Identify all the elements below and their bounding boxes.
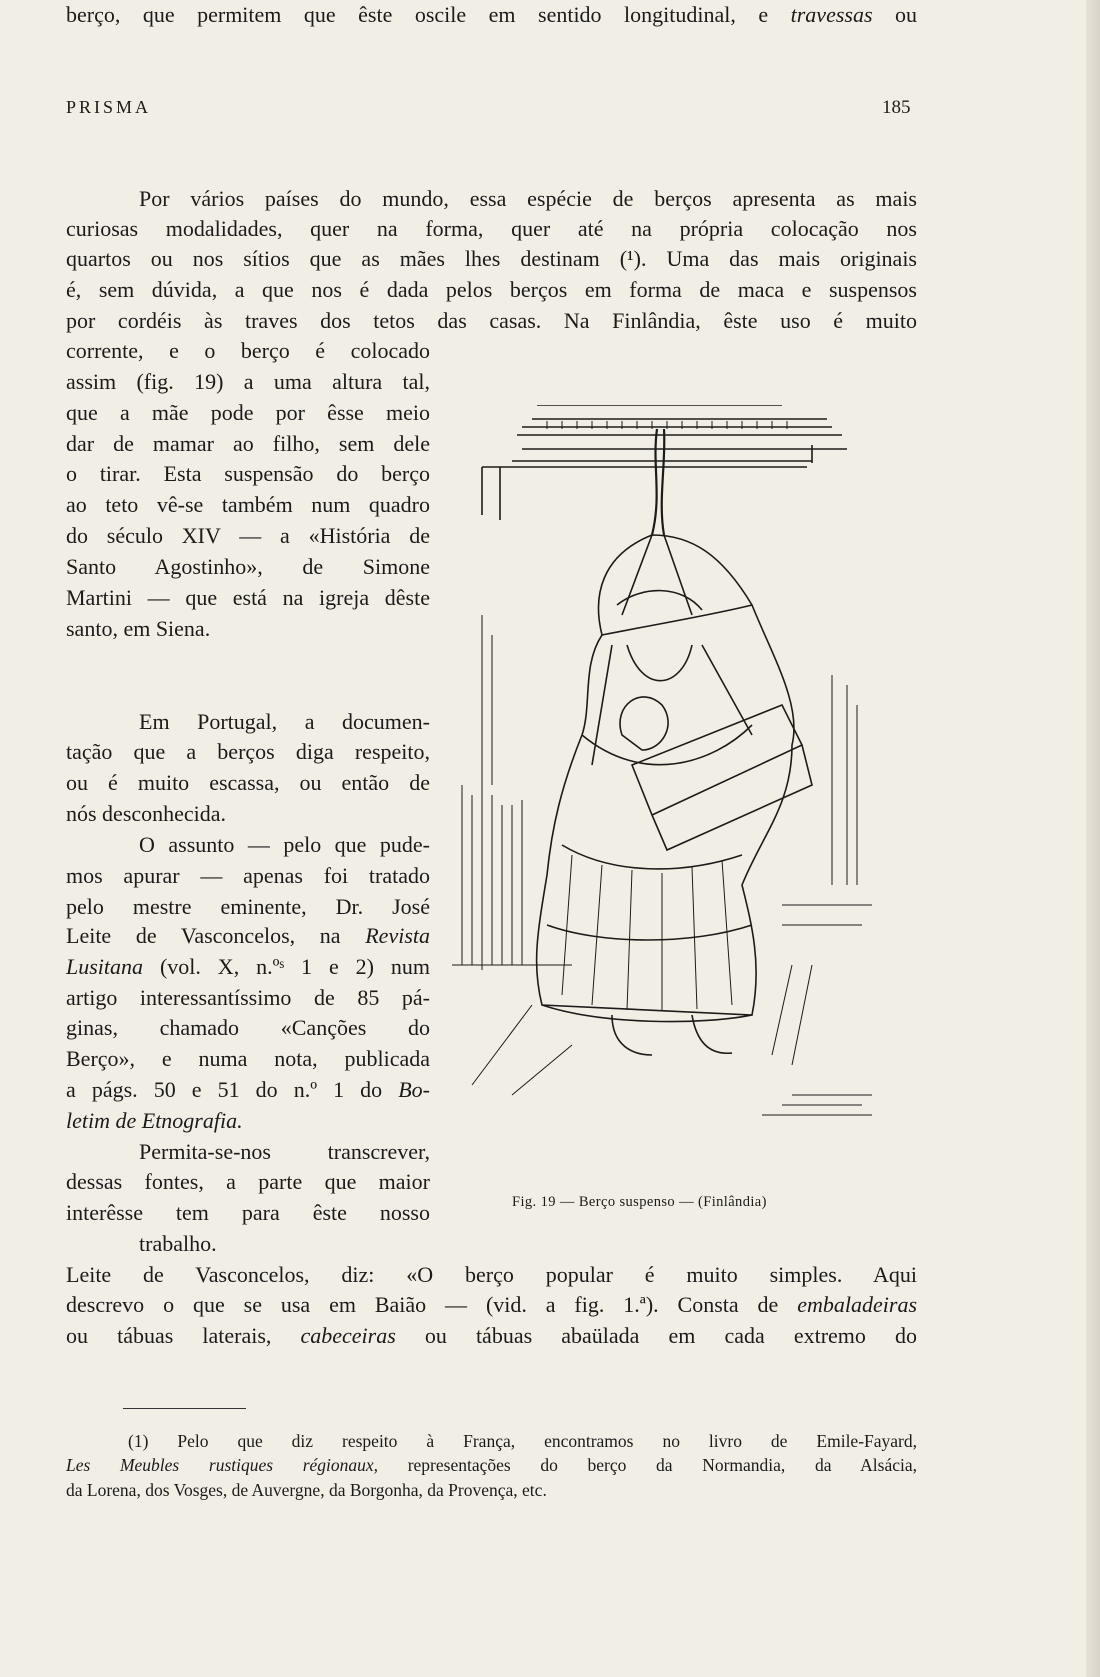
text-segment: é, sem dúvida, a que nos é dada pelos berços em forma de maca e suspensos <box>66 277 917 302</box>
text-line <box>66 1198 430 1228</box>
text-segment: trabalho. <box>139 1231 217 1256</box>
text-segment: a págs. 50 e 51 do n.º 1 do <box>66 1077 399 1102</box>
figure-illustration <box>452 405 912 1175</box>
text-segment: Permita-se-nos transcrever, <box>139 1139 430 1164</box>
text-segment: quartos ou nos sítios que as mães lhes destinam (¹). Uma das mais originais <box>66 246 917 271</box>
italic-text: cabeceiras <box>300 1323 396 1348</box>
text-line <box>66 1290 917 1320</box>
page-edge <box>1086 0 1100 1677</box>
text-segment: tação que a berços diga respeito, <box>66 739 430 764</box>
text-line <box>66 490 430 520</box>
text-segment: ou tábuas laterais, <box>66 1323 301 1348</box>
text-segment: artigo interessantíssimo de 85 pá- <box>66 985 430 1010</box>
text-segment: corrente, e o berço é colocado <box>66 338 430 363</box>
text-line <box>66 429 430 459</box>
text-segment: ou tábuas abaülada em cada extremo do <box>395 1323 917 1348</box>
text-line <box>66 244 917 274</box>
text-segment: do século XIV — a «História de <box>66 523 430 548</box>
text-segment: interêsse tem para êste nosso <box>66 1200 430 1225</box>
text-line <box>66 737 430 767</box>
text-line <box>66 768 430 798</box>
text-segment: Leite de Vasconcelos, diz: «O berço popular é muito simples. Aqui <box>66 1262 917 1287</box>
text-line <box>66 336 430 366</box>
text-line <box>66 1106 243 1136</box>
text-line <box>66 614 210 644</box>
italic-text: letim de Etnografia. <box>66 1108 243 1133</box>
text-line <box>66 952 430 982</box>
text-segment: representações do berço da Normandia, da Alsácia, <box>378 1455 917 1475</box>
text-line <box>66 398 430 428</box>
text-line <box>139 1137 430 1167</box>
italic-text: travessas <box>790 2 873 27</box>
background-walls <box>452 615 872 1115</box>
text-line <box>66 861 430 891</box>
text-segment: nós desconhecida. <box>66 801 227 826</box>
italic-text: Lusitana <box>66 954 144 979</box>
text-line <box>66 459 430 489</box>
italic-text: Bo- <box>398 1077 430 1102</box>
text-segment: pelo mestre eminente, Dr. José <box>66 894 430 919</box>
italic-text: Revista <box>365 923 430 948</box>
text-segment: Por vários países do mundo, essa espécie de berços apresenta as mais <box>139 186 917 211</box>
text-segment: por cordéis às traves dos tetos das casas. Na Finlândia, êste uso é muito <box>66 308 917 333</box>
text-segment: dar de mamar ao filho, sem dele <box>66 431 430 456</box>
text-line <box>66 1167 430 1197</box>
text-segment: Martini — que está na igreja dêste <box>66 585 430 610</box>
text-segment: mos apurar — apenas foi tratado <box>66 863 430 888</box>
text-line <box>139 1229 217 1259</box>
text-line <box>66 1013 430 1043</box>
text-line <box>66 306 917 336</box>
text-segment: (vol. X, n.ºˢ 1 e 2) num <box>143 954 430 979</box>
text-line <box>66 1321 917 1351</box>
text-segment: ou é muito escassa, ou então de <box>66 770 430 795</box>
rope <box>592 429 752 765</box>
text-segment: assim (fig. 19) a uma altura tal, <box>66 369 430 394</box>
text-line <box>66 583 430 613</box>
text-segment: Em Portugal, a documen- <box>139 709 430 734</box>
text-segment: curiosas modalidades, quer na forma, quer até na própria colocação nos <box>66 216 917 241</box>
text-segment: Berço», e numa nota, publicada <box>66 1046 430 1071</box>
footnote-line <box>66 1478 547 1502</box>
text-segment: o tirar. Esta suspensão do berço <box>66 461 430 486</box>
text-segment: O assunto — pelo que pude- <box>139 832 430 857</box>
text-segment: da Lorena, dos Vosges, de Auvergne, da Borgonha, da Provença, etc. <box>66 1480 547 1500</box>
italic-text: Les Meubles rustiques régionaux, <box>66 1455 379 1475</box>
text-line <box>66 1260 917 1290</box>
mother-figure <box>537 535 794 1055</box>
footnote-rule <box>123 1408 246 1409</box>
text-segment: (1) Pelo que diz respeito à França, encontramos no livro de Emile-Fayard, <box>128 1431 917 1451</box>
text-segment: Leite de Vasconcelos, na <box>66 923 366 948</box>
text-line <box>66 552 430 582</box>
running-title: PRISMA <box>66 97 152 117</box>
text-segment: ginas, chamado «Canções do <box>66 1015 430 1040</box>
text-line <box>66 1044 430 1074</box>
text-line <box>66 921 430 951</box>
italic-text: embaladeiras <box>797 1292 917 1317</box>
text-segment: ou <box>872 2 918 27</box>
text-line <box>66 214 917 244</box>
text-line <box>66 367 430 397</box>
text-line <box>66 892 430 922</box>
text-line <box>139 707 430 737</box>
footnote-line <box>66 1453 917 1477</box>
text-line <box>139 184 917 214</box>
text-segment: Santo Agostinho», de Simone <box>66 554 430 579</box>
cradle <box>620 697 812 850</box>
text-line <box>66 983 430 1013</box>
figure-caption: Fig. 19 — Berço suspenso — (Finlândia) <box>512 1194 767 1210</box>
text-segment: ao teto vê-se também num quadro <box>66 492 430 517</box>
text-line <box>66 521 430 551</box>
text-line <box>66 275 917 305</box>
text-line <box>66 0 917 30</box>
text-segment: santo, em Siena. <box>66 616 211 641</box>
page-number: 185 <box>882 97 911 118</box>
text-line <box>139 830 430 860</box>
footnote-line <box>128 1429 917 1453</box>
text-segment: berço, que permitem que êste oscile em sentido longitudinal, e <box>66 2 791 27</box>
text-segment: descrevo o que se usa em Baião — (vid. a fig. 1.ª). Consta de <box>66 1292 798 1317</box>
text-segment: dessas fontes, a parte que maior <box>66 1169 430 1194</box>
text-segment: que a mãe pode por êsse meio <box>66 400 430 425</box>
text-line <box>66 799 226 829</box>
text-line <box>66 1075 430 1105</box>
